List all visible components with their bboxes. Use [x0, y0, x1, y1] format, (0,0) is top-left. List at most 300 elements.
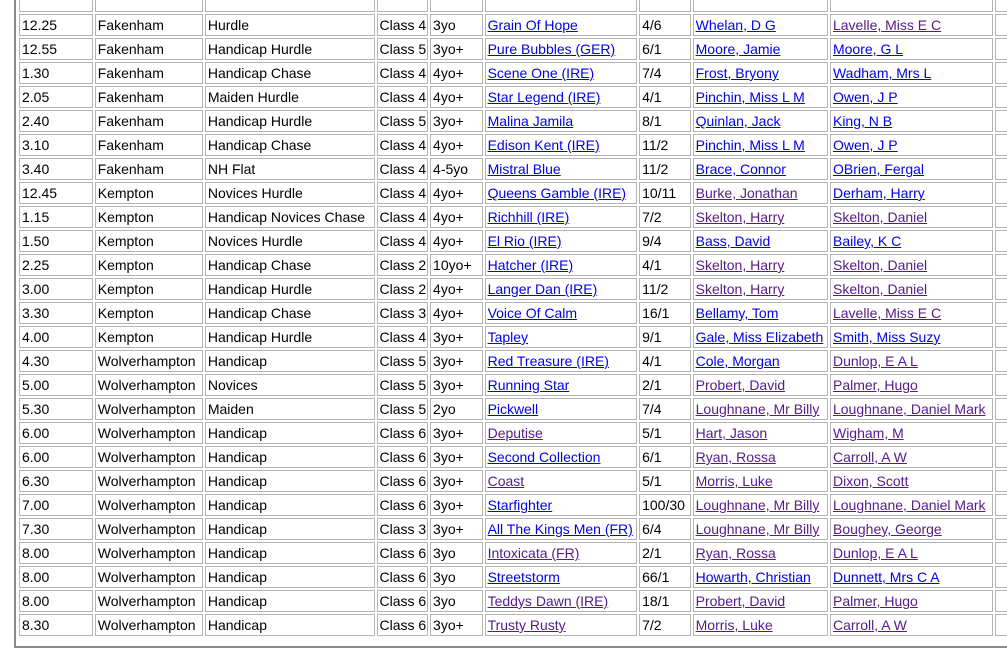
trainer-link[interactable]: Carroll, A W — [832, 617, 907, 633]
jockey-cell — [693, 254, 828, 276]
table-row — [19, 590, 1007, 612]
trainer-link[interactable]: Dunnett, Mrs C A — [832, 569, 940, 585]
extra-cell — [995, 302, 1007, 324]
horse-link[interactable]: Coast — [487, 473, 525, 489]
time-cell: 1.15 — [19, 206, 93, 228]
odds-cell: 2/1 — [639, 542, 691, 564]
jockey-link[interactable]: Bass, David — [695, 233, 771, 249]
jockey-link[interactable]: Brace, Connor — [695, 161, 786, 177]
age-cell — [430, 0, 483, 12]
time-cell: 7.30 — [19, 518, 93, 540]
jockey-cell — [693, 14, 828, 36]
odds-cell: 9/1 — [639, 326, 691, 348]
extra-cell — [995, 62, 1007, 84]
extra-cell — [995, 182, 1007, 204]
class-cell: Class 4 — [377, 326, 429, 348]
extra-cell — [995, 206, 1007, 228]
horse-link[interactable]: Malina Jamila — [487, 113, 574, 129]
class-cell: Class 6 — [377, 470, 429, 492]
jockey-link[interactable]: Skelton, Harry — [695, 257, 785, 273]
horse-link[interactable]: Langer Dan (IRE) — [487, 281, 598, 297]
time-cell: 5.00 — [19, 374, 93, 396]
trainer-cell — [830, 542, 993, 564]
jockey-link[interactable]: Bellamy, Tom — [695, 305, 779, 321]
age-cell: 3yo+ — [430, 494, 483, 516]
jockey-cell — [693, 446, 828, 468]
class-cell: Class 2 — [377, 254, 429, 276]
jockey-link[interactable]: Morris, Luke — [695, 473, 773, 489]
trainer-cell — [830, 422, 993, 444]
time-cell: 7.00 — [19, 494, 93, 516]
table-row — [19, 302, 1007, 324]
race-type-cell: Handicap — [205, 542, 375, 564]
trainer-cell — [830, 494, 993, 516]
extra-cell — [995, 278, 1007, 300]
trainer-cell — [830, 134, 993, 156]
trainer-cell — [830, 206, 993, 228]
table-row — [19, 518, 1007, 540]
horse-link[interactable]: Grain Of Hope — [487, 17, 578, 33]
jockey-link[interactable]: Loughnane, Mr Billy — [695, 401, 820, 417]
jockey-cell — [693, 86, 828, 108]
odds-cell: 7/4 — [639, 398, 691, 420]
table-row — [19, 62, 1007, 84]
jockey-link[interactable]: Burke, Jonathan — [695, 185, 798, 201]
time-cell: 8.30 — [19, 614, 93, 636]
course-cell: Wolverhampton — [95, 374, 203, 396]
extra-cell — [995, 38, 1007, 60]
horse-cell — [485, 38, 638, 60]
class-cell: Class 6 — [377, 422, 429, 444]
course-cell: Wolverhampton — [95, 446, 203, 468]
trainer-link[interactable]: Lavelle, Miss E C — [832, 17, 942, 33]
jockey-link[interactable]: Loughnane, Mr Billy — [695, 497, 820, 513]
extra-cell — [995, 470, 1007, 492]
jockey-cell — [693, 158, 828, 180]
jockey-cell — [693, 0, 828, 12]
extra-cell — [995, 614, 1007, 636]
horse-cell — [485, 494, 638, 516]
odds-cell: 6/4 — [639, 518, 691, 540]
odds-cell: 6/1 — [639, 446, 691, 468]
trainer-cell — [830, 326, 993, 348]
class-cell: Class 3 — [377, 302, 429, 324]
age-cell: 4yo+ — [430, 230, 483, 252]
time-cell: 3.10 — [19, 134, 93, 156]
jockey-cell — [693, 302, 828, 324]
extra-cell — [995, 518, 1007, 540]
racecard-rows — [19, 0, 1007, 636]
trainer-cell — [830, 470, 993, 492]
course-cell: Wolverhampton — [95, 470, 203, 492]
course-cell: Fakenham — [95, 158, 203, 180]
trainer-link[interactable]: Dunlop, E A L — [832, 353, 918, 369]
age-cell: 3yo — [430, 566, 483, 588]
trainer-link[interactable]: Moore, G L — [832, 41, 904, 57]
trainer-cell — [830, 38, 993, 60]
race-type-cell: Handicap — [205, 350, 375, 372]
trainer-link[interactable]: Skelton, Daniel — [832, 257, 928, 273]
trainer-link[interactable]: Palmer, Hugo — [832, 377, 918, 393]
time-cell: 1.50 — [19, 230, 93, 252]
race-type-cell: Handicap Hurdle — [205, 38, 375, 60]
odds-cell: 4/1 — [639, 86, 691, 108]
trainer-link[interactable]: Loughnane, Daniel Mark — [832, 401, 986, 417]
race-type-cell: Handicap — [205, 614, 375, 636]
extra-cell — [995, 0, 1007, 12]
age-cell: 4-5yo — [430, 158, 483, 180]
table-row — [19, 14, 1007, 36]
trainer-link[interactable]: Skelton, Daniel — [832, 209, 928, 225]
trainer-cell — [830, 278, 993, 300]
jockey-link[interactable]: Ryan, Rossa — [695, 545, 776, 561]
jockey-cell — [693, 566, 828, 588]
trainer-link[interactable]: OBrien, Fergal — [832, 161, 925, 177]
trainer-cell — [830, 398, 993, 420]
trainer-link[interactable]: Wigham, M — [832, 425, 904, 441]
jockey-cell — [693, 110, 828, 132]
time-cell: 8.00 — [19, 542, 93, 564]
trainer-link[interactable]: Owen, J P — [832, 89, 898, 105]
horse-cell — [485, 422, 638, 444]
age-cell: 4yo+ — [430, 302, 483, 324]
race-type-cell: Handicap — [205, 446, 375, 468]
course-cell: Kempton — [95, 206, 203, 228]
horse-link[interactable]: Pickwell — [487, 401, 539, 417]
horse-cell — [485, 590, 638, 612]
horse-link[interactable]: Mistral Blue — [487, 161, 561, 177]
odds-cell: 100/30 — [639, 494, 691, 516]
table-row — [19, 134, 1007, 156]
time-cell: 12.25 — [19, 14, 93, 36]
racecard-table-container — [14, 0, 1007, 648]
time-cell: 2.40 — [19, 110, 93, 132]
horse-link[interactable]: Pure Bubbles (GER) — [487, 41, 616, 57]
course-cell: Kempton — [95, 326, 203, 348]
trainer-cell — [830, 302, 993, 324]
age-cell: 3yo+ — [430, 422, 483, 444]
table-row-partial — [19, 0, 1007, 12]
table-row — [19, 614, 1007, 636]
race-type-cell: Novices Hurdle — [205, 182, 375, 204]
extra-cell — [995, 590, 1007, 612]
odds-cell: 7/2 — [639, 206, 691, 228]
race-type-cell: Handicap — [205, 590, 375, 612]
horse-link[interactable]: Richhill (IRE) — [487, 209, 570, 225]
class-cell: Class 3 — [377, 518, 429, 540]
age-cell: 4yo+ — [430, 182, 483, 204]
table-row — [19, 398, 1007, 420]
course-cell: Wolverhampton — [95, 518, 203, 540]
trainer-link[interactable]: Dixon, Scott — [832, 473, 909, 489]
course-cell: Kempton — [95, 254, 203, 276]
extra-cell — [995, 230, 1007, 252]
horse-link[interactable]: Queens Gamble (IRE) — [487, 185, 627, 201]
age-cell: 4yo+ — [430, 86, 483, 108]
horse-cell — [485, 14, 638, 36]
horse-link[interactable]: Teddys Dawn (IRE) — [487, 593, 609, 609]
horse-cell — [485, 0, 638, 12]
horse-link[interactable]: El Rio (IRE) — [487, 233, 562, 249]
trainer-cell — [830, 446, 993, 468]
extra-cell — [995, 134, 1007, 156]
jockey-cell — [693, 62, 828, 84]
trainer-link[interactable]: Owen, J P — [832, 137, 898, 153]
time-cell: 12.45 — [19, 182, 93, 204]
table-row — [19, 158, 1007, 180]
age-cell: 3yo+ — [430, 470, 483, 492]
extra-cell — [995, 566, 1007, 588]
jockey-link[interactable]: Pinchin, Miss L M — [695, 89, 805, 105]
horse-link[interactable]: Tapley — [487, 329, 529, 345]
age-cell: 3yo+ — [430, 374, 483, 396]
course-cell: Kempton — [95, 230, 203, 252]
course-cell: Wolverhampton — [95, 350, 203, 372]
trainer-link[interactable]: Lavelle, Miss E C — [832, 305, 942, 321]
trainer-link[interactable]: Boughey, George — [832, 521, 942, 537]
race-type-cell: Handicap — [205, 422, 375, 444]
age-cell: 3yo — [430, 14, 483, 36]
class-cell: Class 4 — [377, 206, 429, 228]
race-type-cell: NH Flat — [205, 158, 375, 180]
odds-cell: 18/1 — [639, 590, 691, 612]
class-cell: Class 4 — [377, 134, 429, 156]
trainer-cell — [830, 110, 993, 132]
horse-cell — [485, 542, 638, 564]
jockey-link[interactable]: Hart, Jason — [695, 425, 768, 441]
trainer-link[interactable]: Bailey, K C — [832, 233, 902, 249]
trainer-cell — [830, 614, 993, 636]
horse-cell — [485, 470, 638, 492]
horse-link[interactable]: Intoxicata (FR) — [487, 545, 580, 561]
age-cell: 3yo — [430, 542, 483, 564]
trainer-link[interactable]: Dunlop, E A L — [832, 545, 918, 561]
trainer-link[interactable]: Carroll, A W — [832, 449, 907, 465]
time-cell: 3.40 — [19, 158, 93, 180]
horse-cell — [485, 158, 638, 180]
horse-link[interactable]: Running Star — [487, 377, 570, 393]
time-cell: 1.30 — [19, 62, 93, 84]
extra-cell — [995, 254, 1007, 276]
odds-cell: 66/1 — [639, 566, 691, 588]
extra-cell — [995, 374, 1007, 396]
jockey-cell — [693, 278, 828, 300]
course-cell: Fakenham — [95, 110, 203, 132]
course-cell: Fakenham — [95, 134, 203, 156]
trainer-link[interactable]: Smith, Miss Suzy — [832, 329, 941, 345]
horse-link[interactable]: Scene One (IRE) — [487, 65, 595, 81]
horse-link[interactable]: Red Treasure (IRE) — [487, 353, 609, 369]
jockey-cell — [693, 494, 828, 516]
time-cell: 6.00 — [19, 446, 93, 468]
odds-cell: 7/4 — [639, 62, 691, 84]
horse-link[interactable]: Hatcher (IRE) — [487, 257, 574, 273]
odds-cell: 11/2 — [639, 278, 691, 300]
jockey-cell — [693, 182, 828, 204]
jockey-cell — [693, 230, 828, 252]
odds-cell: 9/4 — [639, 230, 691, 252]
trainer-cell — [830, 230, 993, 252]
trainer-link[interactable]: Derham, Harry — [832, 185, 925, 201]
race-type-cell: Maiden — [205, 398, 375, 420]
course-cell: Kempton — [95, 302, 203, 324]
table-row — [19, 566, 1007, 588]
class-cell: Class 5 — [377, 110, 429, 132]
trainer-link[interactable]: King, N B — [832, 113, 893, 129]
race-type-cell: Handicap Chase — [205, 62, 375, 84]
race-type-cell: Handicap Hurdle — [205, 278, 375, 300]
age-cell: 3yo+ — [430, 110, 483, 132]
class-cell: Class 4 — [377, 182, 429, 204]
class-cell: Class 4 — [377, 230, 429, 252]
jockey-link[interactable]: Gale, Miss Elizabeth — [695, 329, 824, 345]
jockey-link[interactable]: Howarth, Christian — [695, 569, 811, 585]
age-cell: 3yo+ — [430, 350, 483, 372]
race-type-cell: Handicap Chase — [205, 302, 375, 324]
extra-cell — [995, 350, 1007, 372]
race-type-cell: Handicap Novices Chase — [205, 206, 375, 228]
jockey-link[interactable]: Probert, David — [695, 593, 786, 609]
horse-link[interactable]: Streetstorm — [487, 569, 560, 585]
trainer-cell — [830, 254, 993, 276]
table-row — [19, 470, 1007, 492]
jockey-link[interactable]: Loughnane, Mr Billy — [695, 521, 820, 537]
jockey-link[interactable]: Moore, Jamie — [695, 41, 781, 57]
class-cell: Class 6 — [377, 566, 429, 588]
course-cell: Wolverhampton — [95, 494, 203, 516]
horse-link[interactable]: Starfighter — [487, 497, 553, 513]
jockey-cell — [693, 422, 828, 444]
table-row — [19, 446, 1007, 468]
table-row — [19, 86, 1007, 108]
age-cell: 3yo+ — [430, 518, 483, 540]
age-cell: 3yo+ — [430, 614, 483, 636]
trainer-link[interactable]: Wadham, Mrs L — [832, 65, 932, 81]
jockey-link[interactable]: Skelton, Harry — [695, 281, 785, 297]
jockey-link[interactable]: Whelan, D G — [695, 17, 776, 33]
table-row — [19, 38, 1007, 60]
trainer-cell — [830, 566, 993, 588]
table-row — [19, 422, 1007, 444]
time-cell: 2.25 — [19, 254, 93, 276]
odds-cell: 4/1 — [639, 254, 691, 276]
odds-cell — [639, 0, 691, 12]
horse-cell — [485, 230, 638, 252]
table-row — [19, 374, 1007, 396]
jockey-link[interactable]: Morris, Luke — [695, 617, 773, 633]
table-row — [19, 110, 1007, 132]
course-cell: Kempton — [95, 278, 203, 300]
trainer-cell — [830, 86, 993, 108]
horse-link[interactable]: Edison Kent (IRE) — [487, 137, 600, 153]
trainer-cell — [830, 374, 993, 396]
race-type-cell: Novices — [205, 374, 375, 396]
age-cell: 4yo+ — [430, 62, 483, 84]
age-cell: 4yo+ — [430, 134, 483, 156]
table-row — [19, 278, 1007, 300]
horse-link[interactable]: Trusty Rusty — [487, 617, 566, 633]
course-cell: Fakenham — [95, 86, 203, 108]
table-row — [19, 230, 1007, 252]
horse-link[interactable]: All The Kings Men (FR) — [487, 521, 633, 537]
trainer-link[interactable]: Skelton, Daniel — [832, 281, 928, 297]
course-cell: Wolverhampton — [95, 422, 203, 444]
odds-cell: 11/2 — [639, 158, 691, 180]
table-row — [19, 494, 1007, 516]
horse-cell — [485, 398, 638, 420]
odds-cell: 5/1 — [639, 422, 691, 444]
extra-cell — [995, 110, 1007, 132]
race-type-cell — [205, 0, 375, 12]
age-cell: 10yo+ — [430, 254, 483, 276]
horse-link[interactable]: Voice Of Calm — [487, 305, 578, 321]
time-cell: 4.30 — [19, 350, 93, 372]
horse-link[interactable]: Deputise — [487, 425, 543, 441]
jockey-link[interactable]: Skelton, Harry — [695, 209, 785, 225]
trainer-link[interactable]: Loughnane, Daniel Mark — [832, 497, 986, 513]
course-cell: Wolverhampton — [95, 566, 203, 588]
jockey-cell — [693, 326, 828, 348]
trainer-link[interactable]: Palmer, Hugo — [832, 593, 918, 609]
jockey-cell — [693, 518, 828, 540]
jockey-cell — [693, 38, 828, 60]
horse-link[interactable]: Star Legend (IRE) — [487, 89, 601, 105]
jockey-link[interactable]: Quinlan, Jack — [695, 113, 781, 129]
course-cell: Fakenham — [95, 62, 203, 84]
age-cell: 2yo — [430, 398, 483, 420]
jockey-link[interactable]: Frost, Bryony — [695, 65, 779, 81]
odds-cell: 5/1 — [639, 470, 691, 492]
course-cell: Fakenham — [95, 14, 203, 36]
horse-cell — [485, 350, 638, 372]
jockey-link[interactable]: Pinchin, Miss L M — [695, 137, 805, 153]
jockey-link[interactable]: Cole, Morgan — [695, 353, 780, 369]
table-row — [19, 182, 1007, 204]
class-cell: Class 6 — [377, 614, 429, 636]
horse-cell — [485, 374, 638, 396]
course-cell: Wolverhampton — [95, 614, 203, 636]
trainer-cell — [830, 590, 993, 612]
horse-cell — [485, 518, 638, 540]
class-cell: Class 6 — [377, 542, 429, 564]
class-cell — [377, 0, 429, 12]
class-cell: Class 6 — [377, 494, 429, 516]
course-cell: Wolverhampton — [95, 542, 203, 564]
jockey-link[interactable]: Probert, David — [695, 377, 786, 393]
jockey-cell — [693, 398, 828, 420]
race-type-cell: Handicap — [205, 470, 375, 492]
class-cell: Class 5 — [377, 374, 429, 396]
race-type-cell: Handicap — [205, 494, 375, 516]
jockey-cell — [693, 374, 828, 396]
odds-cell: 2/1 — [639, 374, 691, 396]
class-cell: Class 4 — [377, 14, 429, 36]
race-type-cell: Handicap — [205, 566, 375, 588]
course-cell: Fakenham — [95, 38, 203, 60]
odds-cell: 4/1 — [639, 350, 691, 372]
race-type-cell: Novices Hurdle — [205, 230, 375, 252]
time-cell: 6.30 — [19, 470, 93, 492]
age-cell: 3yo+ — [430, 446, 483, 468]
extra-cell — [995, 398, 1007, 420]
time-cell: 3.00 — [19, 278, 93, 300]
class-cell: Class 5 — [377, 398, 429, 420]
horse-link[interactable]: Second Collection — [487, 449, 601, 465]
odds-cell: 7/2 — [639, 614, 691, 636]
horse-cell — [485, 254, 638, 276]
jockey-link[interactable]: Ryan, Rossa — [695, 449, 776, 465]
horse-cell — [485, 326, 638, 348]
